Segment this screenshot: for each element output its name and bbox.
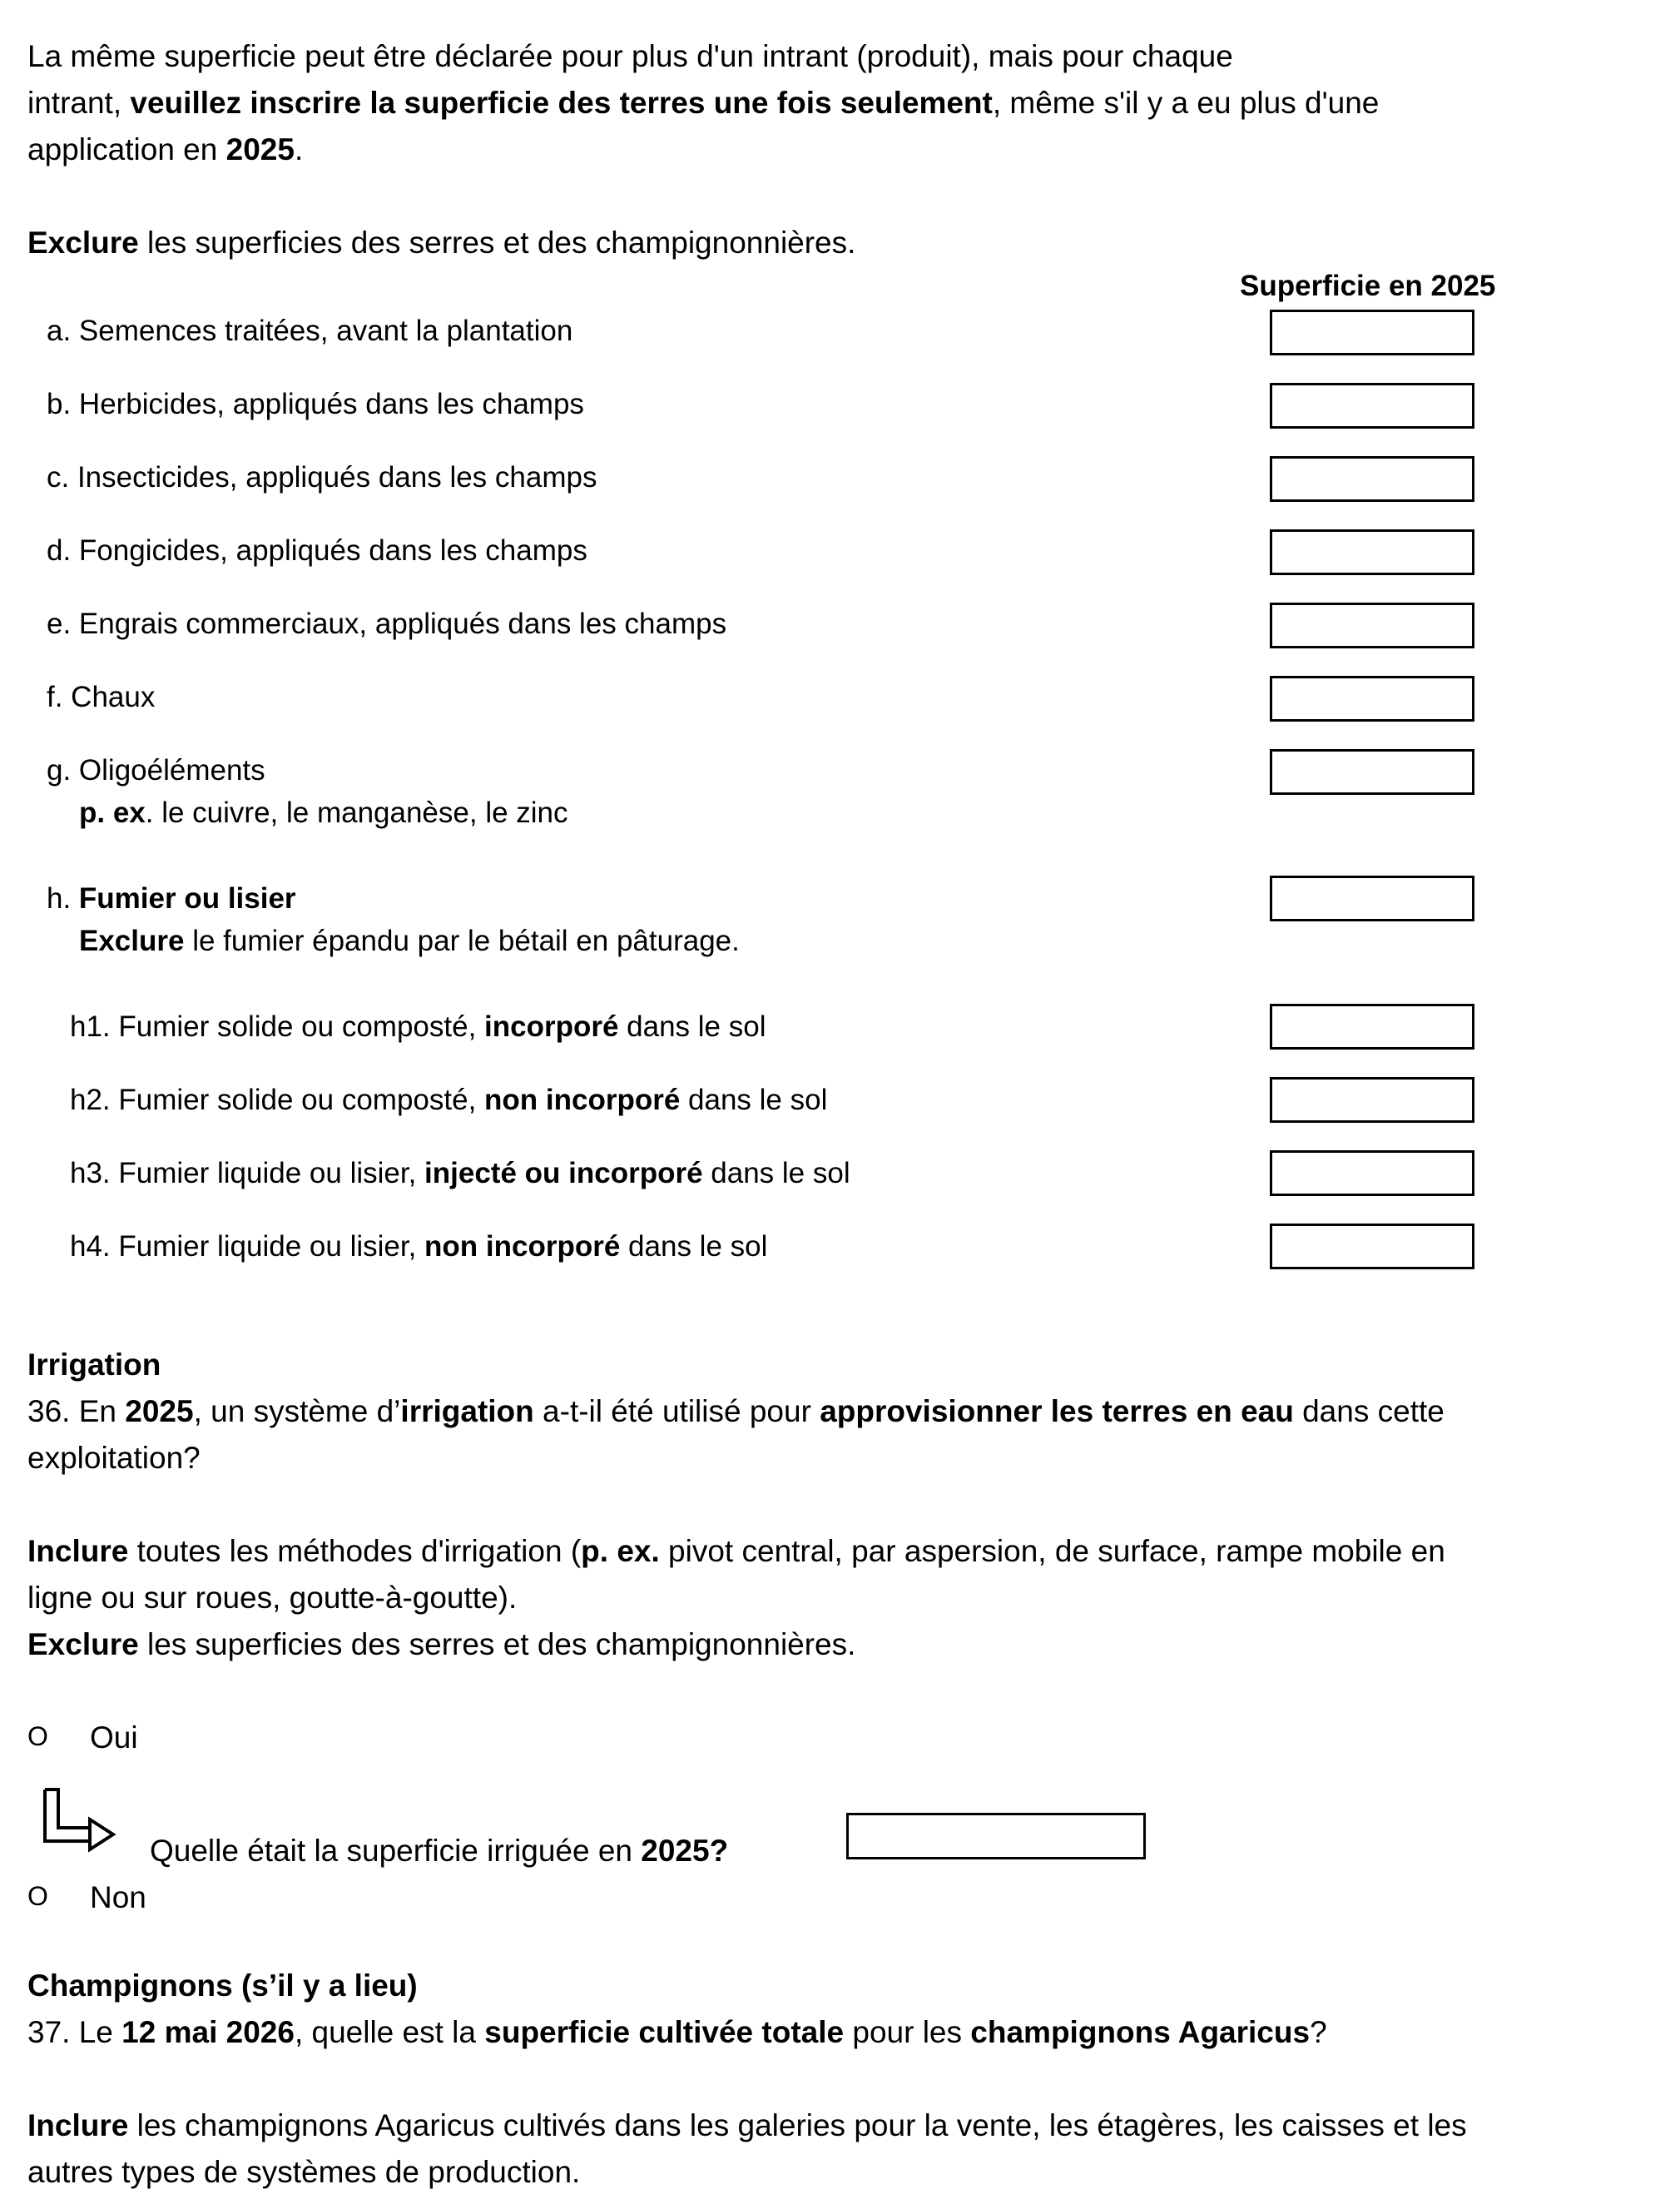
example-label: p. ex. <box>581 1534 660 1568</box>
item-h-prefix: h. <box>47 882 79 915</box>
item-h-input[interactable] <box>1270 876 1474 921</box>
exclude-label: Exclure <box>27 1627 139 1661</box>
item-d-label: d. Fongicides, appliqués dans les champs <box>47 534 587 567</box>
intro-year: 2025 <box>225 132 295 166</box>
intro-text: . <box>294 132 304 166</box>
question-emphasis: champignons Agaricus <box>970 2015 1311 2049</box>
item-text: dans le sol <box>618 1010 766 1043</box>
item-c-input[interactable] <box>1270 456 1474 502</box>
example-text: . le cuivre, le manganèse, le zinc <box>145 797 568 829</box>
intro-line-1: La même superficie peut être déclarée pour plus d'un intrant (produit), mais pour chaque <box>27 39 1233 73</box>
irrigated-area-question <box>150 1828 728 1874</box>
question-emphasis: approvisionner les terres en eau <box>820 1394 1294 1428</box>
question-emphasis: irrigation <box>400 1394 534 1428</box>
item-h-label <box>47 881 296 917</box>
item-d-input[interactable] <box>1270 529 1474 575</box>
question-date: 12 mai 2026 <box>121 2015 295 2049</box>
irrigation-include-line-1 <box>27 1528 1445 1575</box>
item-b-input[interactable] <box>1270 383 1474 429</box>
item-emphasis: incorporé <box>484 1010 619 1043</box>
item-c-label: c. Insecticides, appliqués dans les champs <box>47 461 597 494</box>
question-emphasis: superficie cultivée totale <box>484 2015 845 2049</box>
mushrooms-include-line-2: autres types de systèmes de production. <box>27 2155 581 2189</box>
include-text: les champignons Agaricus cultivés dans les galeries pour la vente, les étagères, les caisses et les <box>128 2108 1467 2142</box>
item-h4-label <box>70 1229 767 1265</box>
irrigation-include-line-2: ligne ou sur roues, goutte-à-goutte). <box>27 1581 518 1615</box>
item-g-input[interactable] <box>1270 749 1474 795</box>
item-text: dans le sol <box>702 1157 850 1189</box>
intro-line-3 <box>27 127 303 173</box>
exclude-label: Exclure <box>79 925 185 957</box>
item-a-input[interactable] <box>1270 310 1474 355</box>
arrow-icon <box>42 1788 118 1856</box>
item-emphasis: non incorporé <box>484 1084 681 1116</box>
radio-yes-label: Oui <box>90 1720 138 1755</box>
include-label: Inclure <box>27 2108 129 2142</box>
item-a-label: a. Semences traitées, avant la plantation <box>47 315 573 347</box>
item-h2-input[interactable] <box>1270 1077 1474 1123</box>
include-text: toutes les méthodes d'irrigation ( <box>128 1534 582 1568</box>
question-text: 37. Le <box>27 2015 122 2049</box>
item-h-title: Fumier ou lisier <box>78 882 296 915</box>
item-h4-input[interactable] <box>1270 1224 1474 1269</box>
question-37 <box>27 2009 1327 2056</box>
item-e-input[interactable] <box>1270 603 1474 648</box>
item-text: dans le sol <box>620 1230 768 1263</box>
intro-line-2 <box>27 80 1379 127</box>
item-text: h1. Fumier solide ou composté, <box>70 1010 485 1043</box>
radio-no[interactable]: O <box>27 1881 48 1911</box>
item-f-input[interactable] <box>1270 676 1474 722</box>
item-emphasis: non incorporé <box>424 1230 621 1263</box>
item-h-note <box>79 923 740 960</box>
item-e-label: e. Engrais commerciaux, appliqués dans les champs <box>47 608 727 640</box>
item-h3-label <box>70 1155 850 1192</box>
question-text: Quelle était la superficie irriguée en <box>150 1834 642 1868</box>
item-b-label: b. Herbicides, appliqués dans les champs <box>47 388 584 420</box>
irrigation-heading: Irrigation <box>27 1348 161 1382</box>
irrigation-exclude-note <box>27 1621 855 1668</box>
question-text: dans cette <box>1293 1394 1445 1428</box>
question-text: ? <box>1310 2015 1327 2049</box>
example-label: p. ex <box>79 797 146 829</box>
include-text: pivot central, par aspersion, de surface, rampe mobile en <box>659 1534 1445 1568</box>
item-g-label: g. Oligoéléments <box>47 754 265 787</box>
include-label: Inclure <box>27 1534 129 1568</box>
intro-emphasis: veuillez inscrire la superficie des terres une fois seulement <box>130 86 993 120</box>
radio-yes[interactable]: O <box>27 1721 48 1751</box>
exclude-text: les superficies des serres et des champignonnières. <box>138 1627 856 1661</box>
question-36-line-2: exploitation? <box>27 1441 201 1475</box>
question-text: 36. En <box>27 1394 126 1428</box>
intro-text: , même s'il y a eu plus d'une <box>992 86 1380 120</box>
irrigated-area-input[interactable] <box>846 1813 1146 1859</box>
question-text: pour les <box>844 2015 971 2049</box>
item-f-label: f. Chaux <box>47 681 156 713</box>
item-text: h3. Fumier liquide ou lisier, <box>70 1157 425 1189</box>
intro-text: application en <box>27 132 226 166</box>
item-text: dans le sol <box>680 1084 828 1116</box>
item-text: h2. Fumier solide ou composté, <box>70 1084 485 1116</box>
question-year: 2025? <box>641 1834 729 1868</box>
item-h3-input[interactable] <box>1270 1150 1474 1196</box>
radio-no-label: Non <box>90 1880 146 1914</box>
item-h2-label <box>70 1082 827 1119</box>
question-text: a-t-il été utilisé pour <box>533 1394 820 1428</box>
item-h1-label <box>70 1009 766 1045</box>
column-header: Superficie en 2025 <box>1240 270 1496 302</box>
exclude-text: le fumier épandu par le bétail en pâturage. <box>184 925 740 957</box>
question-text: , un système d’ <box>193 1394 401 1428</box>
exclude-label: Exclure <box>27 226 139 260</box>
exclude-text: les superficies des serres et des champignonnières. <box>138 226 856 260</box>
item-h1-input[interactable] <box>1270 1004 1474 1050</box>
question-36-line-1 <box>27 1388 1445 1435</box>
intro-text: intrant, <box>27 86 131 120</box>
question-text: , quelle est la <box>294 2015 485 2049</box>
exclude-note <box>27 220 855 266</box>
item-g-note <box>79 795 568 831</box>
question-year: 2025 <box>125 1394 194 1428</box>
item-text: h4. Fumier liquide ou lisier, <box>70 1230 425 1263</box>
mushrooms-include-line-1 <box>27 2102 1467 2149</box>
mushrooms-heading: Champignons (s’il y a lieu) <box>27 1968 418 2003</box>
item-emphasis: injecté ou incorporé <box>424 1157 703 1189</box>
